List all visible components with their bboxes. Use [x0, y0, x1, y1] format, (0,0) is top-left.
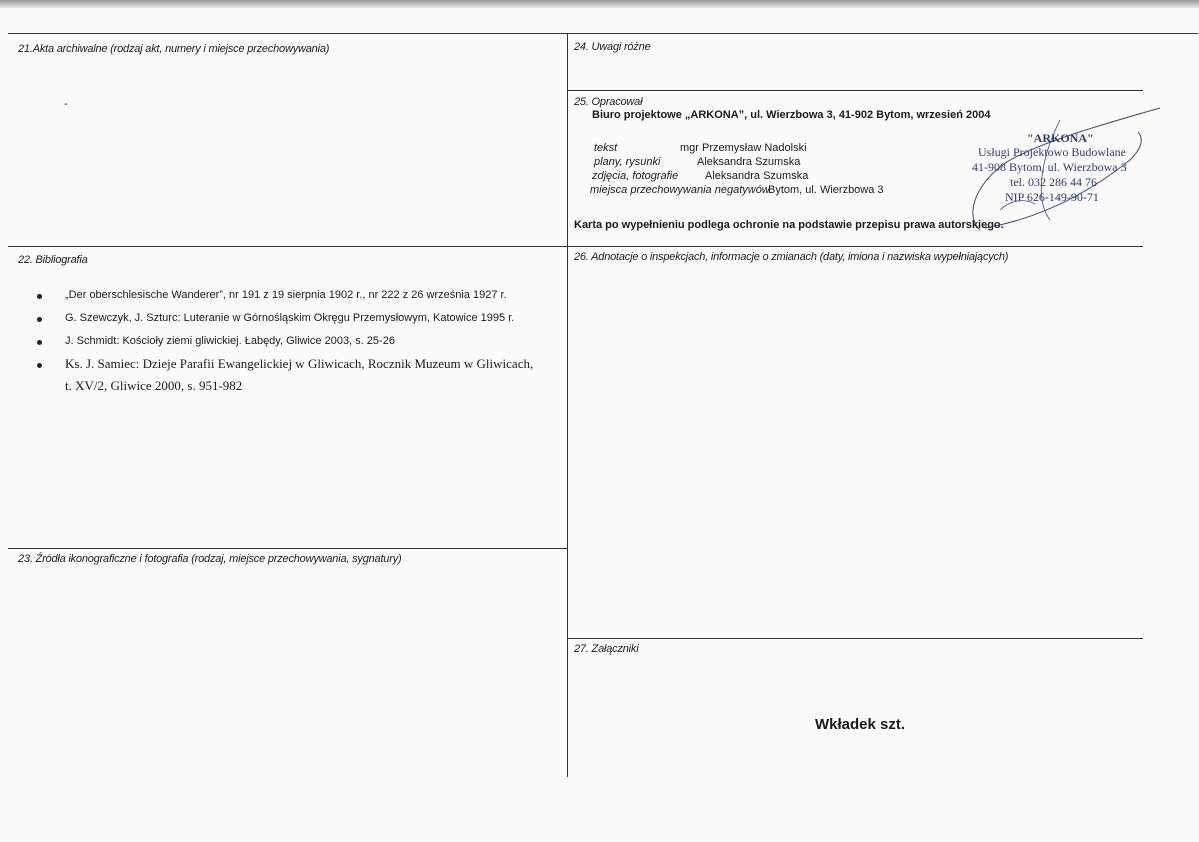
- bibliography-item: G. Szewczyk, J. Szturc: Luteranie w Górnośląskim Okręgu Przemysłowym, Katowice 1995 r.: [65, 312, 515, 324]
- company-stamp-name: "ARKONA": [1027, 131, 1094, 145]
- bibliography-item: Ks. J. Samiec: Dzieje Parafii Ewangelickiej w Gliwicach, Rocznik Muzeum w Gliwicach,: [65, 356, 534, 371]
- row-label: miejsca przechowywania negatywów: [590, 184, 770, 196]
- bullet: [37, 294, 42, 299]
- section-25-header: 25. Opracował: [574, 96, 643, 108]
- row-label: zdjęcia, fotografie: [592, 170, 679, 182]
- scan-edge: [0, 0, 1199, 8]
- section-24-header: 24. Uwagi różne: [574, 41, 651, 53]
- rule-27: [567, 638, 1143, 639]
- company-stamp-phone: tel. 032 286 44 76: [1010, 175, 1097, 189]
- section-21-dash: -: [64, 98, 68, 110]
- copyright-notice: Karta po wypełnieniu podlega ochronie na podstawie przepisu prawa autorskiego.: [574, 219, 1004, 231]
- top-rule: [8, 33, 1198, 34]
- company-stamp-service: Usługi Projektowo Budowlane: [978, 145, 1126, 159]
- row-label: tekst: [594, 142, 618, 154]
- rule-23: [8, 548, 567, 549]
- section-22-header: 22. Bibliografia: [18, 254, 88, 266]
- rule-25: [567, 90, 1143, 91]
- company-stamp-nip: NIP 626-149-90-71: [1005, 190, 1099, 204]
- bibliography-item-continuation: t. XV/2, Gliwice 2000, s. 951-982: [65, 378, 243, 393]
- row-label: plany, rysunki: [594, 156, 661, 168]
- row-value: mgr Przemysław Nadolski: [680, 142, 807, 154]
- inserts-count-label: Wkładek szt.: [815, 716, 906, 733]
- bullet: [37, 363, 42, 368]
- bullet: [37, 340, 42, 345]
- section-23-header: 23. Źródła ikonograficzne i fotografia (rodzaj, miejsce przechowywania, sygnatury): [18, 553, 402, 565]
- section-21-header: 21.Akta archiwalne (rodzaj akt, numery i miejsce przechowywania): [18, 43, 330, 55]
- company-stamp-address: 41-908 Bytom, ul. Wierzbowa 3: [972, 160, 1127, 174]
- row-value: Aleksandra Szumska: [697, 156, 801, 168]
- bibliography-item: J. Schmidt: Kościoły ziemi gliwickiej. Łabędy, Gliwice 2003, s. 25-26: [65, 335, 395, 347]
- row-value: Bytom, ul. Wierzbowa 3: [768, 184, 884, 196]
- rule-22: [8, 246, 1143, 247]
- section-26-header: 26. Adnotacje o inspekcjach, informacje o zmianach (daty, imiona i nazwiska wypełniających): [574, 251, 1009, 263]
- row-value: Aleksandra Szumska: [705, 170, 809, 182]
- signature-icon: [940, 100, 1170, 240]
- bibliography-item: „Der oberschlesische Wanderer”, nr 191 z 19 sierpnia 1902 r., nr 222 z 26 września 1927 r.: [65, 289, 507, 301]
- bullet: [37, 317, 42, 322]
- center-divider: [567, 33, 568, 777]
- office-line: Biuro projektowe „ARKONA”, ul. Wierzbowa 3, 41-902 Bytom, wrzesień 2004: [592, 109, 991, 121]
- section-27-header: 27. Załączniki: [574, 643, 639, 655]
